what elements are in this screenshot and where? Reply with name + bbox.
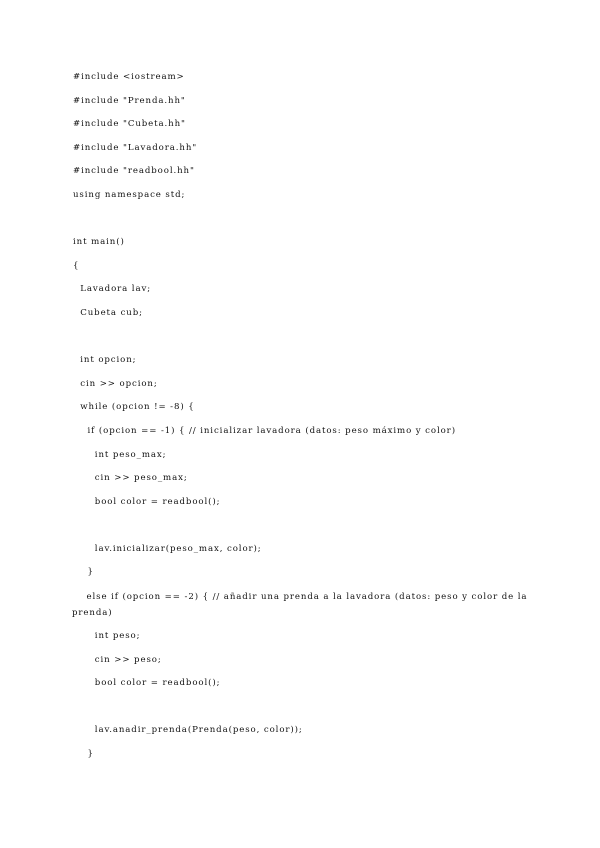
- code-line: int peso_max;: [73, 449, 167, 460]
- code-line: cin >> opcion;: [73, 378, 158, 389]
- code-line: Cubeta cub;: [73, 307, 143, 318]
- code-listing: [73, 70, 533, 771]
- code-line: cin >> peso;: [73, 654, 162, 665]
- blank-line: [73, 330, 533, 354]
- code-line: int opcion;: [73, 355, 137, 366]
- code-line: #include <iostream>: [73, 72, 185, 82]
- code-line: using namespace std;: [73, 189, 186, 200]
- code-line: while (opcion != -8) {: [73, 402, 195, 413]
- code-line: }: [73, 567, 94, 578]
- code-line: lav.anadir_prenda(Prenda(peso, color));: [73, 725, 303, 736]
- code-line: #include "Cubeta.hh": [73, 119, 186, 130]
- code-line: if (opcion == -1) { // inicializar lavadora (datos: peso máximo y color): [73, 425, 456, 436]
- code-line: }: [73, 749, 94, 760]
- blank-line: [73, 212, 533, 236]
- code-line: bool color = readbool();: [73, 496, 221, 507]
- blank-line: [73, 700, 533, 724]
- code-line: #include "readbool.hh": [73, 166, 195, 177]
- code-line: lav.inicializar(peso_max, color);: [73, 543, 262, 554]
- code-line: {: [73, 260, 80, 271]
- code-line: bool color = readbool();: [73, 678, 221, 689]
- code-line: cin >> peso_max;: [73, 473, 188, 484]
- code-line: else if (opcion == -2) { // añadir una prenda a la lavadora (datos: peso y color de la prenda): [72, 592, 532, 619]
- code-line: #include "Prenda.hh": [73, 95, 186, 106]
- code-line: Lavadora lav;: [73, 284, 152, 295]
- blank-line: [73, 518, 533, 542]
- code-line: #include "Lavadora.hh": [73, 142, 198, 153]
- code-line: int peso;: [73, 631, 141, 642]
- code-line: int main(): [73, 237, 125, 248]
